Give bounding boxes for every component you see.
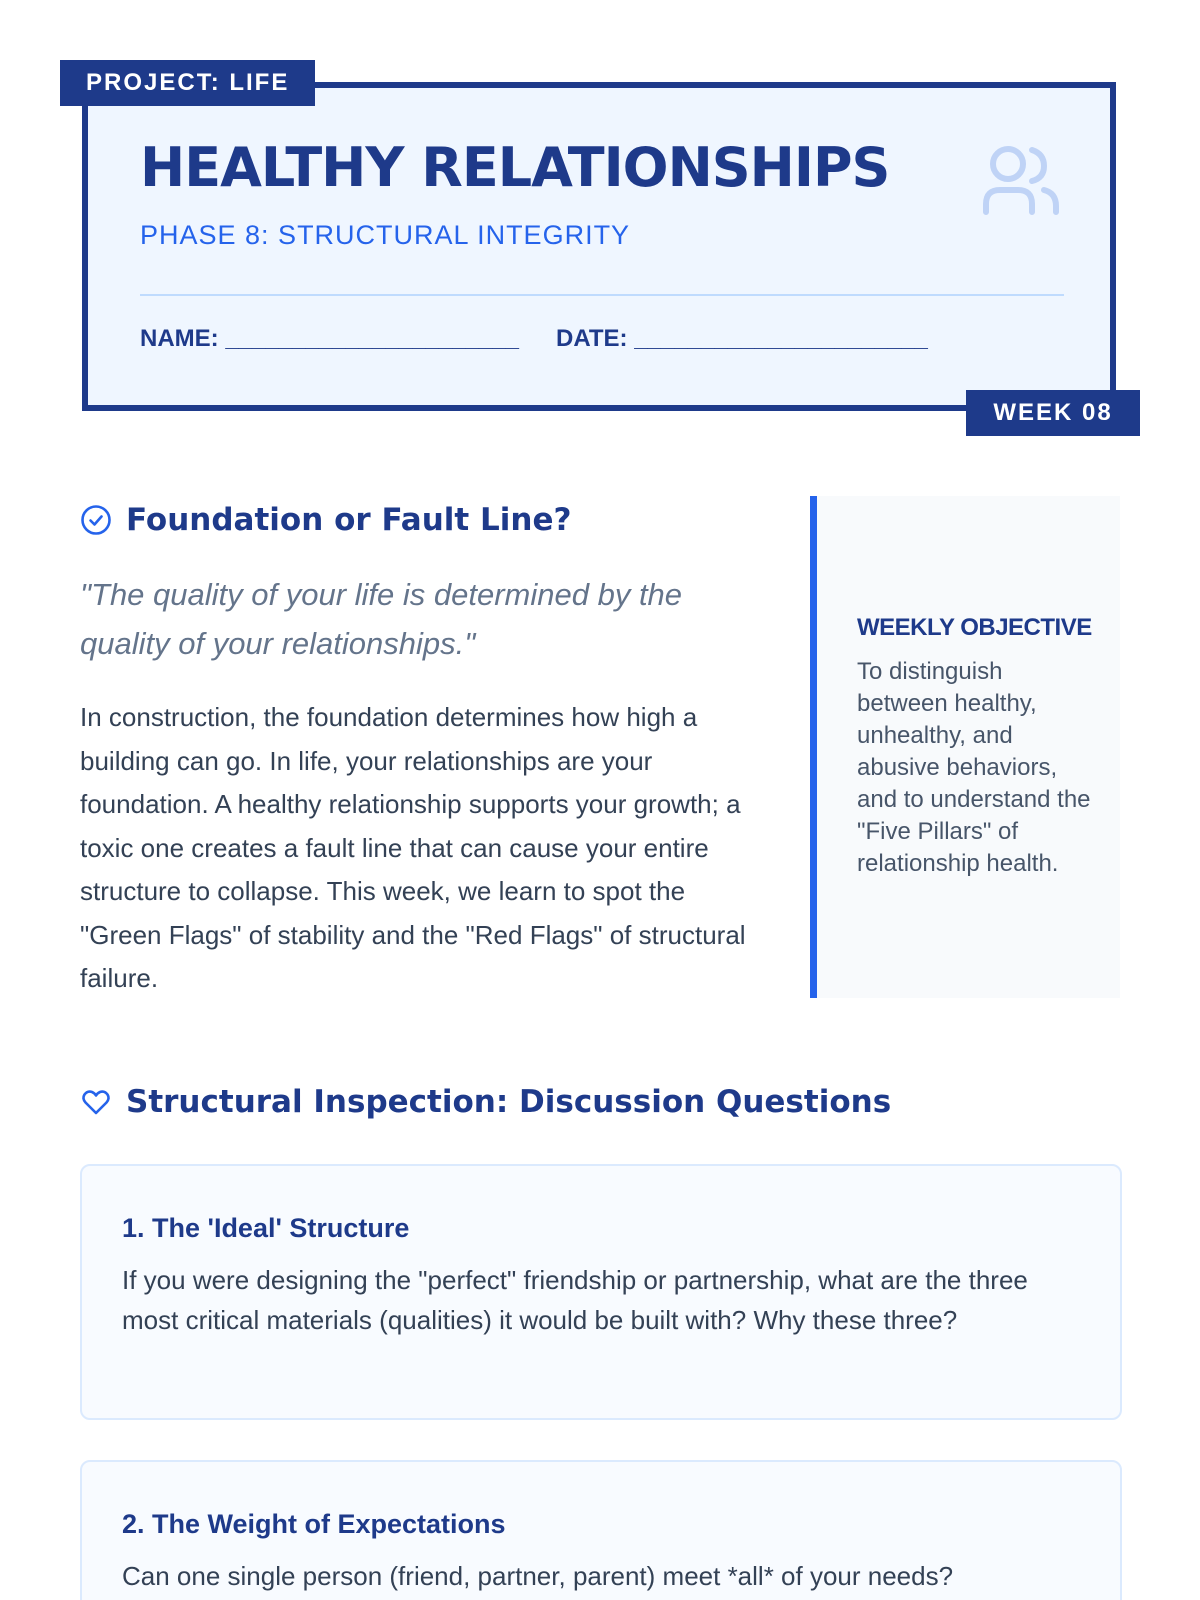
check-circle-icon	[80, 504, 112, 536]
header-divider	[140, 294, 1064, 296]
foundation-heading	[80, 500, 572, 540]
weekly-objective-text: To distinguish between healthy, unhealthy, and abusive behaviors, and to understand the "Five Pillars" of relationship health.	[857, 658, 1091, 877]
intro-quote: "The quality of your life is determined by the quality of your relationships."	[80, 577, 683, 661]
question-text: If you were designing the "perfect" friendship or partnership, what are the three most critical materials (qualities) it would be built with? Why these three?	[122, 1265, 1028, 1335]
question-card	[80, 1460, 1122, 1600]
discussion-heading	[80, 1082, 891, 1122]
weekly-objective-box	[810, 496, 1120, 998]
question-card	[80, 1164, 1122, 1420]
question-title: 2. The Weight of Expectations	[122, 1509, 506, 1539]
week-tag: WEEK 08	[966, 390, 1140, 436]
weekly-objective-title: WEEKLY OBJECTIVE	[857, 614, 1092, 641]
project-tag: PROJECT: LIFE	[60, 60, 315, 106]
question-title: 1. The 'Ideal' Structure	[122, 1213, 410, 1243]
heart-icon	[80, 1086, 112, 1118]
foundation-heading-text: Foundation or Fault Line?	[126, 502, 572, 538]
intro-body: In construction, the foundation determines how high a building can go. In life, your relationships are your foundation. A healthy relationship supports your growth; a toxic one creates a fault line that can cause your entire structure to collapse. This week, we learn to spot the "Green Flags" of stability and the "Red Flags" of structural failure.	[80, 702, 746, 993]
phase-subtitle: PHASE 8: STRUCTURAL INTEGRITY	[140, 220, 631, 250]
discussion-heading-text: Structural Inspection: Discussion Questions	[126, 1084, 892, 1120]
date-field[interactable]: DATE: ______________________	[556, 325, 928, 352]
name-field[interactable]: NAME: ______________________	[140, 325, 519, 352]
question-text: Can one single person (friend, partner, parent) meet *all* of your needs?	[122, 1561, 954, 1591]
page-title: HEALTHY RELATIONSHIPS	[140, 136, 890, 199]
users-icon	[980, 144, 1060, 220]
